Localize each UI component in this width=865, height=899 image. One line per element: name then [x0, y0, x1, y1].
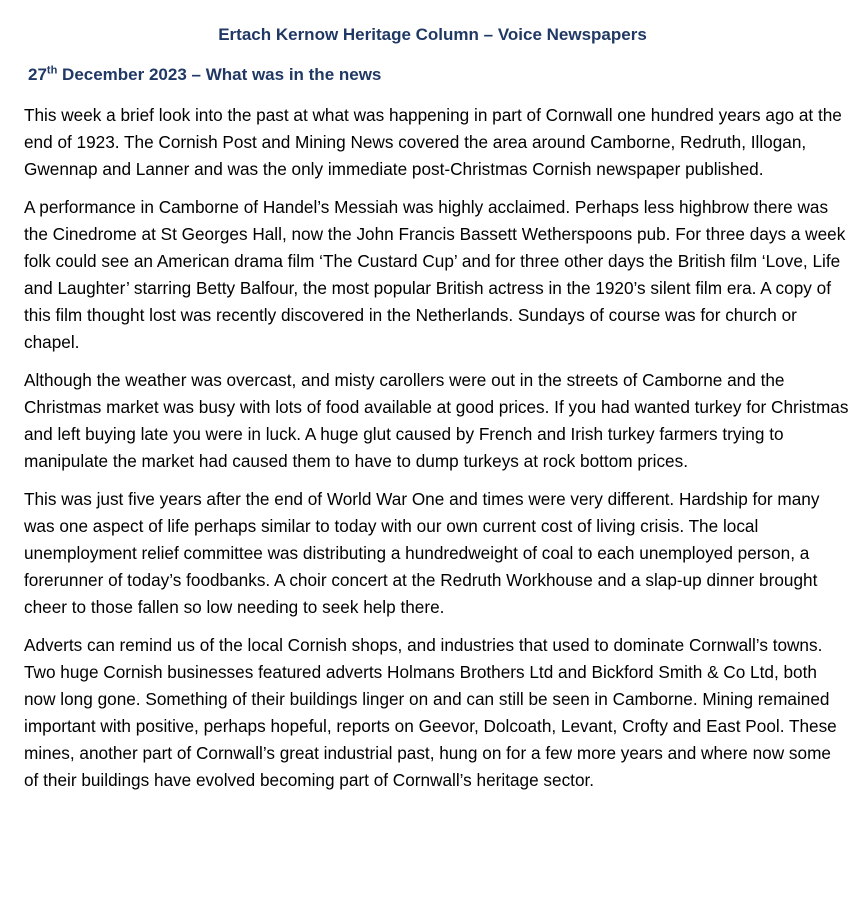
dateline — [28, 64, 381, 86]
paragraph-adverts-mining: Adverts can remind us of the local Cornish shops, and industries that used to dominate Cornwall’s towns. Two huge Cornish businesses featured adverts Holmans Brothers Ltd and Bickford Smith & Co Ltd, both now long gone. Something of their buildings linger on and can still be seen in Camborne. Mining remained important with positive, perhaps hopeful, reports on Geevor, Dolcoath, Levant, Crofty and East Pool. These mines, another part of Cornwall’s great industrial past, hung on for a few more years and where now some of their buildings have evolved becoming part of Cornwall’s heritage sector. — [24, 635, 837, 790]
column-title: Ertach Kernow Heritage Column – Voice Newspapers — [218, 25, 647, 44]
paragraph-messiah-cinedrome: A performance in Camborne of Handel’s Messiah was highly acclaimed. Perhaps less highbrow there was the Cinedrome at St Georges Hall, now the John Francis Bassett Wetherspoons pub. For three days a week folk could see an American drama film ‘The Custard Cup’ and for three other days the British film ‘Love, Life and Laughter’ starring Betty Balfour, the most popular British actress in the 1920’s silent film era. A copy of this film thought lost was recently discovered in the Netherlands. Sundays of course was for church or chapel. — [24, 197, 846, 352]
date-headline: December 2023 – What was in the news — [57, 65, 382, 84]
date-ordinal-suffix: th — [46, 64, 58, 77]
date-day: 27 — [28, 65, 47, 84]
paragraph-hardship: This was just five years after the end of World War One and times were very different. Hardship for many was one aspect of life perhaps similar to today with our own current cost of living crisis. The local unemployment relief committee was distributing a hundredweight of coal to each unemployed person, a forerunner of today’s foodbanks. A choir concert at the Redruth Workhouse and a slap-up dinner brought cheer to those fallen so low needing to seek help there. — [24, 489, 820, 617]
article-body — [24, 102, 849, 805]
paragraph-intro: This week a brief look into the past at what was happening in part of Cornwall one hundred years ago at the end of 1923. The Cornish Post and Mining News covered the area around Camborne, Redruth, Illogan, Gwennap and Lanner and was the only immediate post-Christmas Cornish newspaper published. — [24, 105, 842, 179]
paragraph-christmas-market: Although the weather was overcast, and misty carollers were out in the streets of Camborne and the Christmas market was busy with lots of food available at good prices. If you had wanted turkey for Christmas and left buying late you were in luck. A huge glut caused by French and Irish turkey farmers trying to manipulate the market had caused them to have to dump turkeys at rock bottom prices. — [24, 370, 849, 471]
